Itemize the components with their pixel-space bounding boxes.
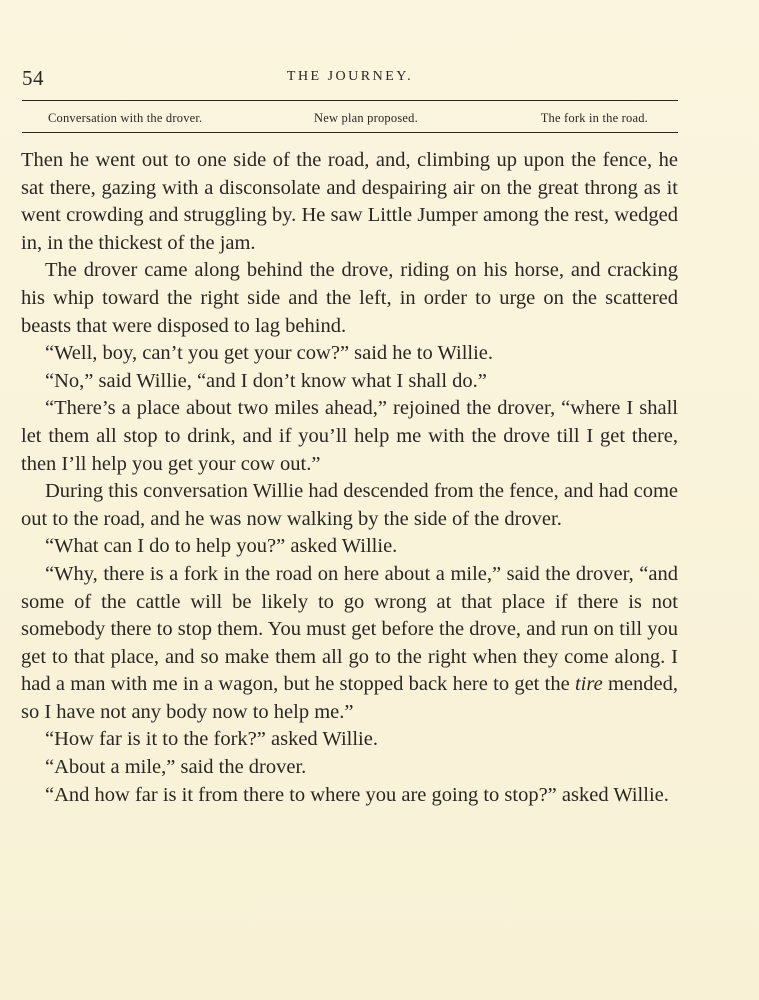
paragraph	[21, 478, 678, 533]
paragraph-text: “There’s a place about two miles ahead,” rejoined the drover, “where I shall let them all stop to drink, and if you’ll help me with the drove till I get there, then I’ll help you get your cow out.”	[21, 397, 678, 475]
paragraph-text: The drover came along behind the drove, riding on his horse, and cracking his whip toward the right side and the left, in order to urge on the scattered beasts that were disposed to lag behind.	[21, 259, 678, 337]
paragraph-text: “About a mile,” said the drover.	[45, 756, 307, 779]
page-number: 54	[22, 66, 44, 90]
paragraph	[21, 533, 678, 561]
paragraph	[21, 726, 678, 754]
paragraph-text: During this conversation Willie had descended from the fence, and had come out to the road, and he was now walking by the side of the drover.	[21, 480, 678, 530]
page-header	[22, 60, 678, 90]
paragraph	[21, 561, 678, 727]
paragraph-text: Then he went out to one side of the road, and, climbing up upon the fence, he sat there, gazing with a disconsolate and despairing air on the great throng as it went crowding and struggling by. He saw Little Jumper among the rest, wedged in, in the thickest of the jam.	[21, 149, 678, 254]
header-rule-top	[22, 100, 678, 101]
paragraph-text: “Well, boy, can’t you get your cow?” said he to Willie.	[45, 342, 494, 365]
italic-word: tire	[574, 673, 603, 696]
header-rule-bottom	[22, 132, 678, 133]
paragraph	[21, 257, 678, 340]
paragraph	[21, 340, 678, 368]
paragraph-text: “How far is it to the fork?” asked Willie.	[45, 728, 378, 751]
paragraph	[21, 368, 678, 396]
paragraph	[21, 782, 678, 810]
paragraph	[21, 395, 678, 478]
topic-item: New plan proposed.	[314, 111, 418, 125]
paragraph-text: “And how far is it from there to where you are going to stop?” asked Willie.	[45, 783, 669, 806]
paragraph-text: mended, so I have not any body now to help me.”	[21, 673, 679, 723]
paragraph	[21, 754, 678, 782]
paragraph-text: “Why, there is a fork in the road on here about a mile,” said the drover, “and some of the cattle will be likely to go wrong at that place if there is not somebody there to stop them. You must get before the drove, and run on till you get to that place, and so make them all go to the right when they come along. I had a man with me in a wagon, but he stopped back here to get the	[21, 562, 678, 696]
topic-item: The fork in the road.	[540, 111, 648, 125]
running-head: THE JOURNEY.	[286, 69, 414, 84]
paragraph-text: “No,” said Willie, “and I don’t know what I shall do.”	[45, 369, 487, 392]
topic-item: Conversation with the drover.	[48, 111, 203, 125]
paragraph-text: “What can I do to help you?” asked Willie.	[45, 535, 398, 558]
body-text	[21, 147, 678, 809]
topic-summary	[48, 111, 648, 129]
paragraph	[21, 147, 678, 257]
